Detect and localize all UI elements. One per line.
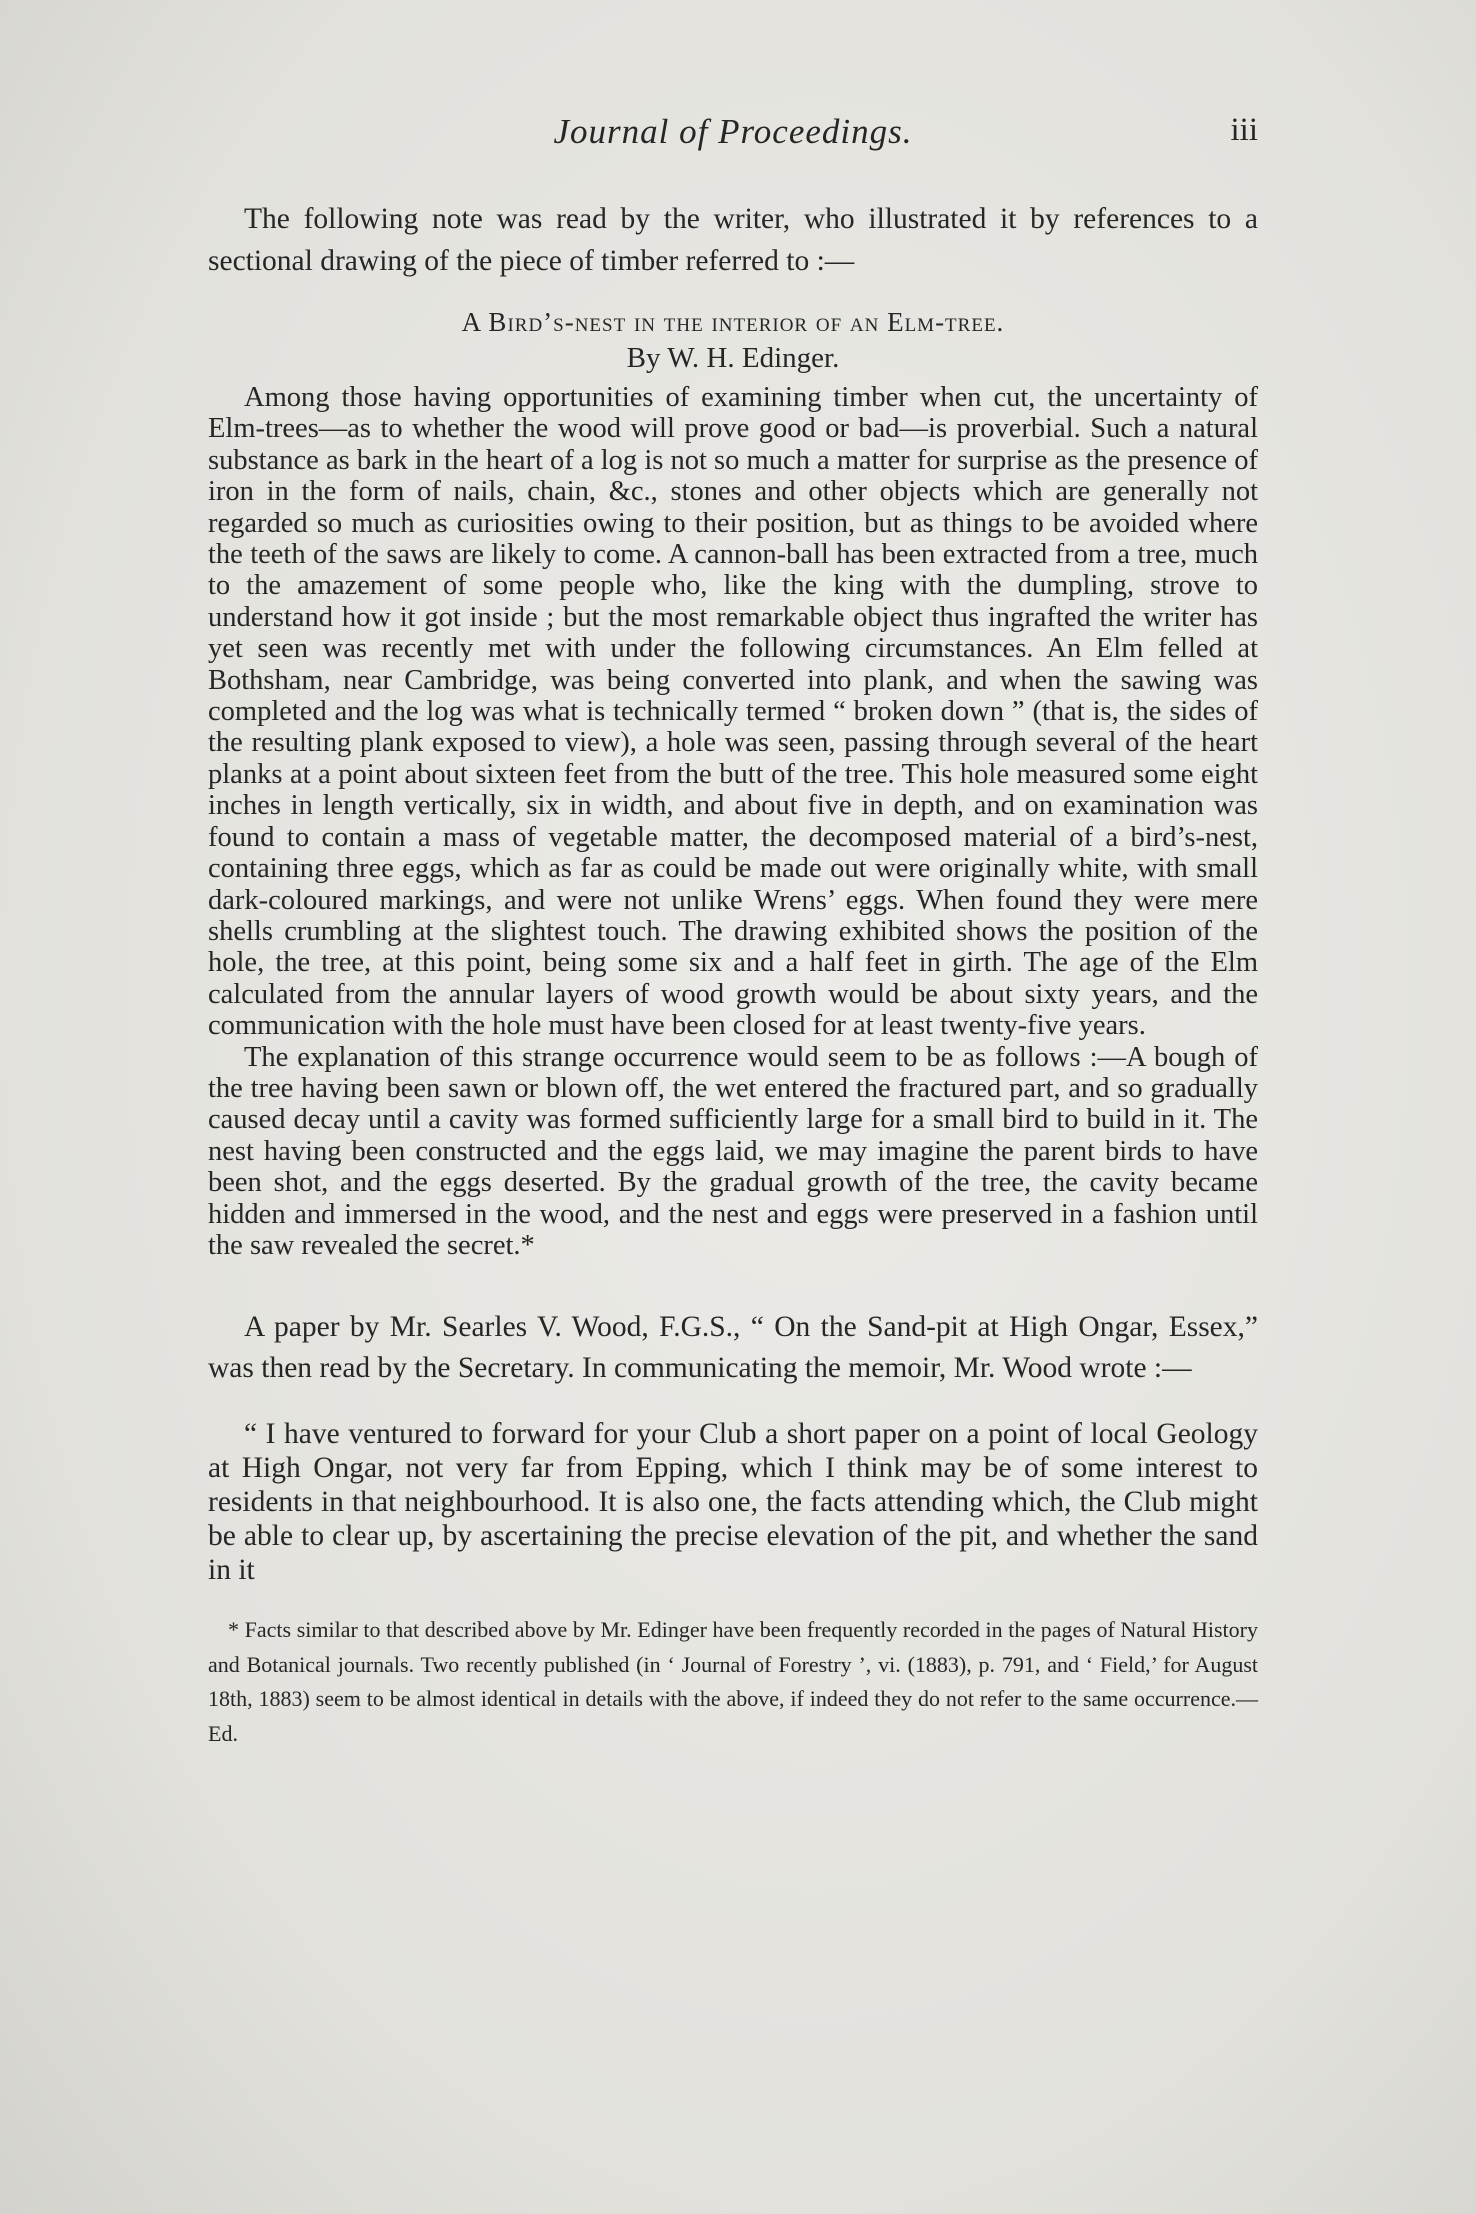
article-byline: By W. H. Edinger. xyxy=(626,342,840,374)
article-title: A Bird’s-nest in the interior of an Elm-tree. xyxy=(461,307,1005,337)
page-header xyxy=(208,112,1258,162)
paper-note-paragraph: A paper by Mr. Searles V. Wood, F.G.S., “ On the Sand-pit at High Ongar, Essex,” was then read by the Secretary. In communicating the memoir, Mr. Wood wrote :— xyxy=(208,1311,1258,1385)
article-paragraph-1: Among those having opportunities of examining timber when cut, the uncertainty of Elm-trees—as to whether the wood will prove good or bad—is proverbial. Such a natural substance as bark in the heart of a log is not so much a matter for surprise as the presence of iron in the form of nails, chain, &c., stones and other objects which are generally not regarded so much as curiosities owing to their position, but as things to be avoided where the teeth of the saws are likely to come. A cannon-ball has been extracted from a tree, much to the amazement of some people who, like the king with the dumpling, strove to understand how it got inside ; but the most remarkable object thus ingrafted the writer has yet seen was recently met with under the following circumstances. An Elm felled at Bothsham, near Cambridge, was being converted into plank, and when the sawing was completed and the log was what is technically termed “ broken down ” (that is, the sides of the resulting plank exposed to view), a hole was seen, passing through several of the heart planks at a point about sixteen feet from the butt of the tree. This hole measured some eight inches in length vertically, six in width, and about five in depth, and on examination was found to contain a mass of vegetable matter, the decomposed material of a bird’s-nest, containing three eggs, which as far as could be made out were originally white, with small dark-coloured markings, and were not unlike Wrens’ eggs. When found they were mere shells crumbling at the slightest touch. The drawing exhibited shows the position of the hole, the tree, at this point, being some six and a half feet in girth. The age of the Elm calculated from the annular layers of wood growth would be about sixty years, and the communication with the hole must have been closed for at least twenty-five years. xyxy=(208,382,1258,1042)
text-column xyxy=(208,198,1258,1751)
page-number: iii xyxy=(1230,112,1258,148)
footnote: * Facts similar to that described above by Mr. Edinger have been frequently recorded in the pages of Natural History and Botanical journals. Two recently published (in ‘ Journal of Forestry ’, vi. (1883), p. 791, and ‘ Field,’ for August 18th, 1883) seem to be almost identical in details with the above, if indeed they do not refer to the same occurrence.—Ed. xyxy=(208,1617,1258,1746)
running-head: Journal of Proceedings. xyxy=(553,112,913,151)
article-paragraph-2: The explanation of this strange occurrence would seem to be as follows :—A bough of the tree having been sawn or blown off, the wet entered the fractured part, and so gradually caused decay until a cavity was formed sufficiently large for a small bird to build in it. The nest having been constructed and the eggs laid, we may imagine the parent birds to have been shot, and the eggs deserted. By the gradual growth of the tree, the cavity became hidden and immersed in the wood, and the nest and eggs were preserved in a fashion until the saw revealed the secret.* xyxy=(208,1041,1258,1261)
intro-paragraph: The following note was read by the writer, who illustrated it by references to a sectional drawing of the piece of timber referred to :— xyxy=(208,203,1258,277)
quote-paragraph: “ I have ventured to forward for your Club a short paper on a point of local Geology at High Ongar, not very far from Epping, which I think may be of some interest to residents in that neighbourhood. It is also one, the facts attending which, the Club might be able to clear up, by ascertaining the precise elevation of the pit, and whether the sand in it xyxy=(208,1418,1258,1587)
